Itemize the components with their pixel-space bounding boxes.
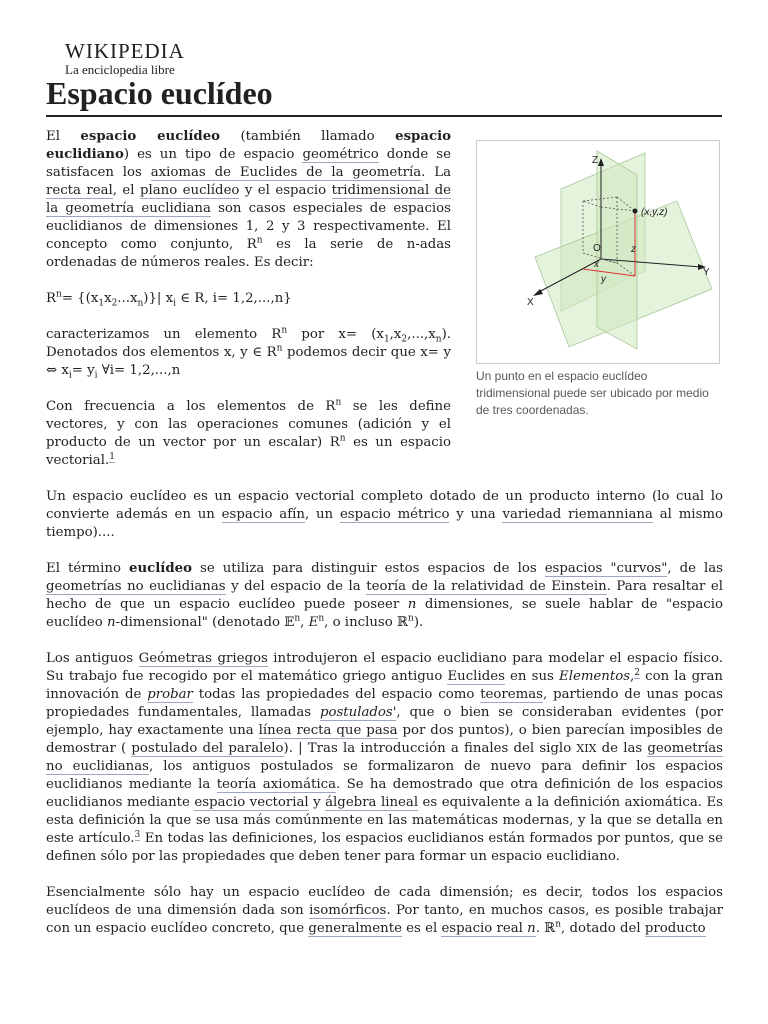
link-axiomas[interactable]: axiomas de Euclides de la geometría <box>150 165 422 180</box>
page-title: Espacio euclídeo <box>46 74 722 117</box>
link-postulados[interactable]: postulados' <box>319 705 397 720</box>
link-relatividad[interactable]: teoría de la relatividad de Einstein <box>366 579 607 594</box>
label-x-axis: X <box>527 297 534 308</box>
lead-section <box>46 128 451 470</box>
link-variedad-riemanniana[interactable]: variedad riemanniana <box>502 507 653 522</box>
link-isomorficos[interactable]: isomórficos <box>309 903 387 918</box>
paragraph-history: Los antiguos Geómetras griegos introdujeron el espacio euclidiano para modelar el espacio físico. Su trabajo fue recogido por el matemático griego antiguo Euclides en sus Elementos,$^2$ con la gran innovación de probar todas las propiedades del espacio como teoremas, partiendo de unas pocas propiedades fundamentales, llamadas postulados', que o bien se consideraban evidentes (por ejemplo, hay exactamente una línea recta que pasa por dos puntos), o bien parecían imposibles de demostrar ( postulado del paralelo). | Tras la introducción a finales del siglo XIX de las geometrías no euclidianas, los antiguos postulados se formalizaron de nuevo para definir los espacios euclidianos mediante la teoría axiomática. Se ha demostrado que otra definición de los espacios euclidianos mediante espacio vectorial y álgebra lineal es equivalente a la definición axiomática. Es esta definición la que se usa más comúnmente en las matemáticas modernas, y la que se detalla en este artículo.$^3$ En todas las definiciones, los espacios euclidianos están formados por puntos, que se definen sólo por las propiedades que deben tener para formar un espacio euclidiano. <box>46 651 724 864</box>
article-body <box>46 128 723 956</box>
label-x: x <box>594 259 599 270</box>
link-probar[interactable]: probar <box>147 687 193 702</box>
paragraph-intro: El espacio euclídeo (también llamado espacio euclidiano) es un tipo de espacio geométrico donde se satisfacen los axiomas de Euclides de la geometría. La recta real, el plano euclídeo y el espacio tridimensional de la geometría euclidiana son casos especiales de espacios euclidianos de dimensiones 1, 2 y 3 respectivamente. El concepto como conjunto, $R^n$ es la serie de n-adas ordenadas de números reales. Es decir: <box>46 129 452 270</box>
paragraph-isomorphic: Esencialmente sólo hay un espacio euclídeo de cada dimensión; es decir, todos los espacios euclídeos de una dimensión dada son isomórficos. Por tanto, en muchos casos, es posible trabajar con un espacio euclídeo concreto, que generalmente es el espacio real n. ℝ$^n$, dotado del producto <box>46 885 724 936</box>
label-origin: O <box>593 243 601 254</box>
link-espacio-afin[interactable]: espacio afín <box>221 507 305 522</box>
label-z: z <box>631 244 636 255</box>
logo-tagline: La enciclopedia libre <box>65 62 175 77</box>
link-espacio-metrico[interactable]: espacio métrico <box>339 507 450 522</box>
link-teoria-axiomatica[interactable]: teoría axiomática <box>216 777 336 792</box>
link-recta-real[interactable]: recta real <box>46 183 113 198</box>
link-linea-recta[interactable]: línea recta que pasa <box>258 723 398 738</box>
paragraph-term: El término euclídeo se utiliza para distinguir estos espacios de los espacios "curvos", de las geometrías no euclidianas y del espacio de la teoría de la relatividad de Einstein. Para resaltar el hecho de que un espacio euclídeo puede poseer n dimensiones, se suele hablar de "espacio euclídeo n-dimensional" (denotado 𝔼$^n$, $E^n$, o incluso ℝ$^n$). <box>46 561 724 630</box>
paragraph-vectors: Con frecuencia a los elementos de $R^n$ se les define vectores, y con las operaciones comunes (adición y el producto de un vector por un escalar) $R^n$ es un espacio vectorial.$^1$ <box>46 397 451 468</box>
link-espacios-curvos[interactable]: espacios "curvos" <box>544 561 668 576</box>
label-z-axis: Z <box>592 155 599 166</box>
paragraph-elements: caracterizamos un elemento $R^n$ por $x= (x_1,x_2,...,x_n)$. Denotados dos elementos x, y ∈ $R^n$ podemos decir que x= y ⇔ $x_i= y_i$ ∀i= 1,2,...,n <box>46 325 451 381</box>
reference-3[interactable]: 3 <box>134 829 141 840</box>
link-plano-euclideo[interactable]: plano euclídeo <box>139 183 240 198</box>
link-geometrias-no-euclidianas-2[interactable]: geometrías no euclidianas <box>46 741 723 774</box>
link-geometrico[interactable]: geométrico <box>302 147 379 162</box>
link-teoremas[interactable]: teoremas <box>480 687 544 702</box>
link-espacio-vectorial[interactable]: espacio vectorial <box>194 795 309 810</box>
logo-wordmark: WIKIPEDIA <box>65 39 185 63</box>
reference-1[interactable]: 1 <box>109 451 115 462</box>
link-postulado-paralelo[interactable]: postulado del paralelo <box>131 741 284 756</box>
link-producto[interactable]: producto <box>644 921 706 936</box>
link-tridimensional[interactable]: tridimensional de la geometría euclidiana <box>46 183 451 216</box>
label-y: y <box>601 274 606 285</box>
reference-2[interactable]: 2 <box>634 667 640 678</box>
link-generalmente[interactable]: generalmente <box>308 921 402 936</box>
label-point: (x,y,z) <box>641 207 668 218</box>
figure-caption: Un punto en el espacio euclídeo tridimensional puede ser ubicado por medio de tres coordenadas. <box>476 369 709 417</box>
link-algebra-lineal[interactable]: álgebra lineal <box>325 795 419 810</box>
wikipedia-logo[interactable] <box>65 40 185 77</box>
link-espacio-real[interactable]: espacio real n <box>441 921 536 936</box>
label-y-axis: Y <box>703 267 710 278</box>
link-geometras-griegos[interactable]: Geómetras griegos <box>138 651 268 666</box>
paragraph-complete-space: Un espacio euclídeo es un espacio vectorial completo dotado de un producto interno (lo cual lo convierte además en un espacio afín, un espacio métrico y una variedad riemanniana al mismo tiempo).... <box>46 489 724 540</box>
formula-rn: $R^n= \{(x_1x_2...x_n)\}|$ $x_i$ ∈ R, i= 1,2,...,n} <box>46 289 292 309</box>
link-euclides[interactable]: Euclides <box>447 669 505 684</box>
link-geometrias-no-euclidianas[interactable]: geometrías no euclidianas <box>46 579 226 594</box>
